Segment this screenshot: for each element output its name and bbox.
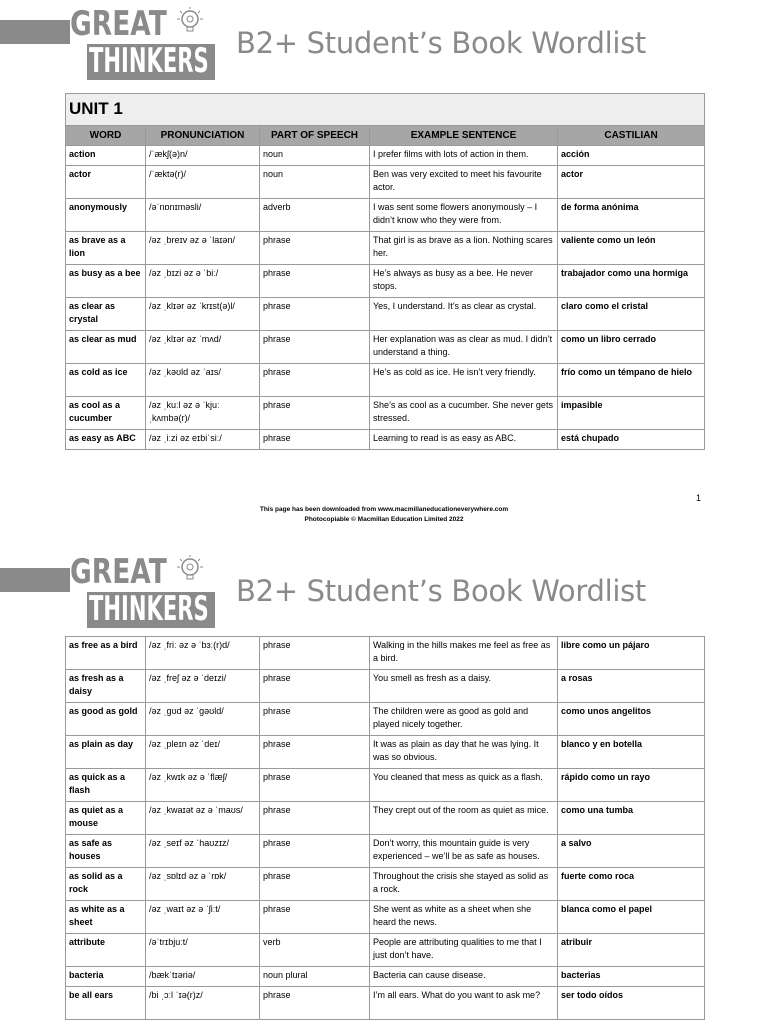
- logo-bar: [0, 568, 70, 592]
- pronunciation-cell: /əz ˌfriː əz ə ˈbɜː(r)d/: [146, 637, 260, 670]
- pronunciation-cell: /əz ˌfreʃ əz ə ˈdeɪzi/: [146, 670, 260, 703]
- table-row: [66, 868, 705, 901]
- table-row: [66, 769, 705, 802]
- pronunciation-cell: /əz ˌpleɪn əz ˈdeɪ/: [146, 736, 260, 769]
- part-of-speech-cell: phrase: [260, 331, 370, 364]
- example-cell: He’s always as busy as a bee. He never stops.: [370, 265, 558, 298]
- table-row: [66, 199, 705, 232]
- page-footer: [0, 505, 768, 525]
- castilian-cell: trabajador como una hormiga: [558, 265, 705, 298]
- logo-great-text: GREAT: [70, 552, 167, 592]
- part-of-speech-cell: phrase: [260, 703, 370, 736]
- table-row: [66, 835, 705, 868]
- part-of-speech-cell: adverb: [260, 199, 370, 232]
- castilian-cell: claro como el cristal: [558, 298, 705, 331]
- word-cell: as plain as day: [66, 736, 146, 769]
- example-cell: I was sent some flowers anonymously – I didn’t know who they were from.: [370, 199, 558, 232]
- word-cell: as brave as a lion: [66, 232, 146, 265]
- word-cell: as cold as ice: [66, 364, 146, 397]
- castilian-cell: de forma anónima: [558, 199, 705, 232]
- part-of-speech-cell: phrase: [260, 265, 370, 298]
- part-of-speech-cell: phrase: [260, 769, 370, 802]
- unit-heading: UNIT 1: [66, 94, 705, 126]
- example-cell: Throughout the crisis she stayed as solid as a rock.: [370, 868, 558, 901]
- column-header-castilian: CASTILIAN: [558, 126, 705, 146]
- example-cell: Yes, I understand. It’s as clear as crystal.: [370, 298, 558, 331]
- table-row: [66, 298, 705, 331]
- example-cell: Walking in the hills makes me feel as free as a bird.: [370, 637, 558, 670]
- pronunciation-cell: /bi ˌɔːl ˈɪə(r)z/: [146, 987, 260, 1020]
- part-of-speech-cell: phrase: [260, 364, 370, 397]
- table-row: [66, 703, 705, 736]
- footer-download-note: This page has been downloaded from www.macmillaneducationeverywhere.com: [259, 506, 509, 513]
- example-cell: Don’t worry, this mountain guide is very experienced – we’ll be as safe as houses.: [370, 835, 558, 868]
- pronunciation-cell: /əz ˌklɪər əz ˈmʌd/: [146, 331, 260, 364]
- part-of-speech-cell: noun plural: [260, 967, 370, 987]
- castilian-cell: a salvo: [558, 835, 705, 868]
- example-cell: Ben was very excited to meet his favourite actor.: [370, 166, 558, 199]
- castilian-cell: está chupado: [558, 430, 705, 450]
- table-row: [66, 736, 705, 769]
- table-row: [66, 397, 705, 430]
- word-cell: as safe as houses: [66, 835, 146, 868]
- pronunciation-cell: /əz ˌseɪf əz ˈhaʊzɪz/: [146, 835, 260, 868]
- lightbulb-icon: [177, 554, 203, 588]
- example-cell: She went as white as a sheet when she heard the news.: [370, 901, 558, 934]
- footer-copyright: Photocopiable © Macmillan Education Limited 2022: [304, 516, 464, 523]
- lightbulb-icon: [177, 6, 203, 40]
- word-cell: as good as gold: [66, 703, 146, 736]
- example-cell: They crept out of the room as quiet as mice.: [370, 802, 558, 835]
- pronunciation-cell: /əz ˌiːzi əz eɪbiˈsiː/: [146, 430, 260, 450]
- table-row: [66, 934, 705, 967]
- word-cell: as quick as a flash: [66, 769, 146, 802]
- pronunciation-cell: /əz ˌkwɪk əz ə ˈflæʃ/: [146, 769, 260, 802]
- castilian-cell: atribuir: [558, 934, 705, 967]
- example-cell: You smell as fresh as a daisy.: [370, 670, 558, 703]
- example-cell: Learning to read is as easy as ABC.: [370, 430, 558, 450]
- pronunciation-cell: /əz ˌklɪər əz ˈkrɪst(ə)l/: [146, 298, 260, 331]
- castilian-cell: valiente como un león: [558, 232, 705, 265]
- pronunciation-cell: /əz ˌwaɪt əz ə ˈʃiːt/: [146, 901, 260, 934]
- page-2: [0, 548, 768, 1024]
- pronunciation-cell: /ˈækʃ(ə)n/: [146, 146, 260, 166]
- column-header-word: WORD: [66, 126, 146, 146]
- unit-heading-row: [66, 94, 705, 126]
- logo-thinkers-text: THINKERS: [89, 41, 209, 81]
- table-row: [66, 364, 705, 397]
- table-row: [66, 637, 705, 670]
- part-of-speech-cell: phrase: [260, 802, 370, 835]
- logo-thinkers-box: [87, 589, 215, 629]
- table-row: [66, 430, 705, 450]
- example-cell: That girl is as brave as a lion. Nothing scares her.: [370, 232, 558, 265]
- castilian-cell: blanca como el papel: [558, 901, 705, 934]
- table-row: [66, 802, 705, 835]
- pronunciation-cell: /əˈtrɪbjuːt/: [146, 934, 260, 967]
- example-cell: I prefer films with lots of action in them.: [370, 146, 558, 166]
- example-cell: Her explanation was as clear as mud. I didn’t understand a thing.: [370, 331, 558, 364]
- part-of-speech-cell: verb: [260, 934, 370, 967]
- part-of-speech-cell: phrase: [260, 298, 370, 331]
- pronunciation-cell: /əz ˌkəʊld əz ˈaɪs/: [146, 364, 260, 397]
- castilian-cell: acción: [558, 146, 705, 166]
- pronunciation-cell: /əˈnɒnɪməsli/: [146, 199, 260, 232]
- part-of-speech-cell: phrase: [260, 901, 370, 934]
- word-cell: as solid as a rock: [66, 868, 146, 901]
- word-cell: as busy as a bee: [66, 265, 146, 298]
- table-row: [66, 265, 705, 298]
- word-cell: as quiet as a mouse: [66, 802, 146, 835]
- table-row: [66, 967, 705, 987]
- word-cell: as easy as ABC: [66, 430, 146, 450]
- castilian-cell: como una tumba: [558, 802, 705, 835]
- part-of-speech-cell: phrase: [260, 232, 370, 265]
- word-cell: as white as a sheet: [66, 901, 146, 934]
- wordlist-table: [65, 93, 705, 450]
- pronunciation-cell: /əz ˌɡʊd əz ˈɡəʊld/: [146, 703, 260, 736]
- logo-thinkers-box: [87, 41, 215, 81]
- part-of-speech-cell: phrase: [260, 736, 370, 769]
- pronunciation-cell: /əz ˌsɒlɪd əz ə ˈrɒk/: [146, 868, 260, 901]
- pronunciation-cell: /əz ˌbreɪv əz ə ˈlaɪən/: [146, 232, 260, 265]
- word-cell: as clear as crystal: [66, 298, 146, 331]
- example-cell: The children were as good as gold and played nicely together.: [370, 703, 558, 736]
- logo-bar: [0, 20, 70, 44]
- page-title: B2+ Student’s Book Wordlist: [236, 574, 646, 608]
- column-header-row: [66, 126, 705, 146]
- example-cell: It was as plain as day that he was lying. It was so obvious.: [370, 736, 558, 769]
- example-cell: She’s as cool as a cucumber. She never gets stressed.: [370, 397, 558, 430]
- word-cell: bacteria: [66, 967, 146, 987]
- column-header-part-of-speech: PART OF SPEECH: [260, 126, 370, 146]
- table-row: [66, 166, 705, 199]
- logo-thinkers-text: THINKERS: [89, 589, 209, 629]
- castilian-cell: libre como un pájaro: [558, 637, 705, 670]
- castilian-cell: como unos angelitos: [558, 703, 705, 736]
- castilian-cell: blanco y en botella: [558, 736, 705, 769]
- part-of-speech-cell: phrase: [260, 670, 370, 703]
- table-row: [66, 901, 705, 934]
- word-cell: action: [66, 146, 146, 166]
- pronunciation-cell: /əz ˌkuːl əz ə ˈkjuːˌkʌmbə(r)/: [146, 397, 260, 430]
- part-of-speech-cell: noun: [260, 166, 370, 199]
- part-of-speech-cell: phrase: [260, 430, 370, 450]
- table-row: [66, 987, 705, 1020]
- castilian-cell: a rosas: [558, 670, 705, 703]
- castilian-cell: actor: [558, 166, 705, 199]
- part-of-speech-cell: noun: [260, 146, 370, 166]
- example-cell: Bacteria can cause disease.: [370, 967, 558, 987]
- castilian-cell: rápido como un rayo: [558, 769, 705, 802]
- logo-great-text: GREAT: [70, 4, 167, 44]
- table-row: [66, 232, 705, 265]
- column-header-pronunciation: PRONUNCIATION: [146, 126, 260, 146]
- word-cell: as cool as a cucumber: [66, 397, 146, 430]
- castilian-cell: fuerte como roca: [558, 868, 705, 901]
- example-cell: You cleaned that mess as quick as a flash.: [370, 769, 558, 802]
- castilian-cell: frío como un témpano de hielo: [558, 364, 705, 397]
- castilian-cell: bacterias: [558, 967, 705, 987]
- part-of-speech-cell: phrase: [260, 868, 370, 901]
- table-row: [66, 146, 705, 166]
- word-cell: be all ears: [66, 987, 146, 1020]
- pronunciation-cell: /əz ˌkwaɪət əz ə ˈmaʊs/: [146, 802, 260, 835]
- page-title: B2+ Student’s Book Wordlist: [236, 26, 646, 60]
- pronunciation-cell: /ˈæktə(r)/: [146, 166, 260, 199]
- castilian-cell: impasible: [558, 397, 705, 430]
- table-row: [66, 331, 705, 364]
- page-number: 1: [696, 493, 702, 503]
- word-cell: as free as a bird: [66, 637, 146, 670]
- part-of-speech-cell: phrase: [260, 637, 370, 670]
- word-cell: anonymously: [66, 199, 146, 232]
- part-of-speech-cell: phrase: [260, 397, 370, 430]
- word-cell: attribute: [66, 934, 146, 967]
- pronunciation-cell: /bækˈtɪəriə/: [146, 967, 260, 987]
- word-cell: as clear as mud: [66, 331, 146, 364]
- castilian-cell: como un libro cerrado: [558, 331, 705, 364]
- table-row: [66, 670, 705, 703]
- example-cell: He’s as cold as ice. He isn’t very friendly.: [370, 364, 558, 397]
- example-cell: I’m all ears. What do you want to ask me?: [370, 987, 558, 1020]
- word-cell: as fresh as a daisy: [66, 670, 146, 703]
- example-cell: People are attributing qualities to me that I just don’t have.: [370, 934, 558, 967]
- wordlist-table: [65, 636, 705, 1020]
- castilian-cell: ser todo oídos: [558, 987, 705, 1020]
- part-of-speech-cell: phrase: [260, 987, 370, 1020]
- column-header-example-sentence: EXAMPLE SENTENCE: [370, 126, 558, 146]
- pronunciation-cell: /əz ˌbɪzi əz ə ˈbiː/: [146, 265, 260, 298]
- word-cell: actor: [66, 166, 146, 199]
- part-of-speech-cell: phrase: [260, 835, 370, 868]
